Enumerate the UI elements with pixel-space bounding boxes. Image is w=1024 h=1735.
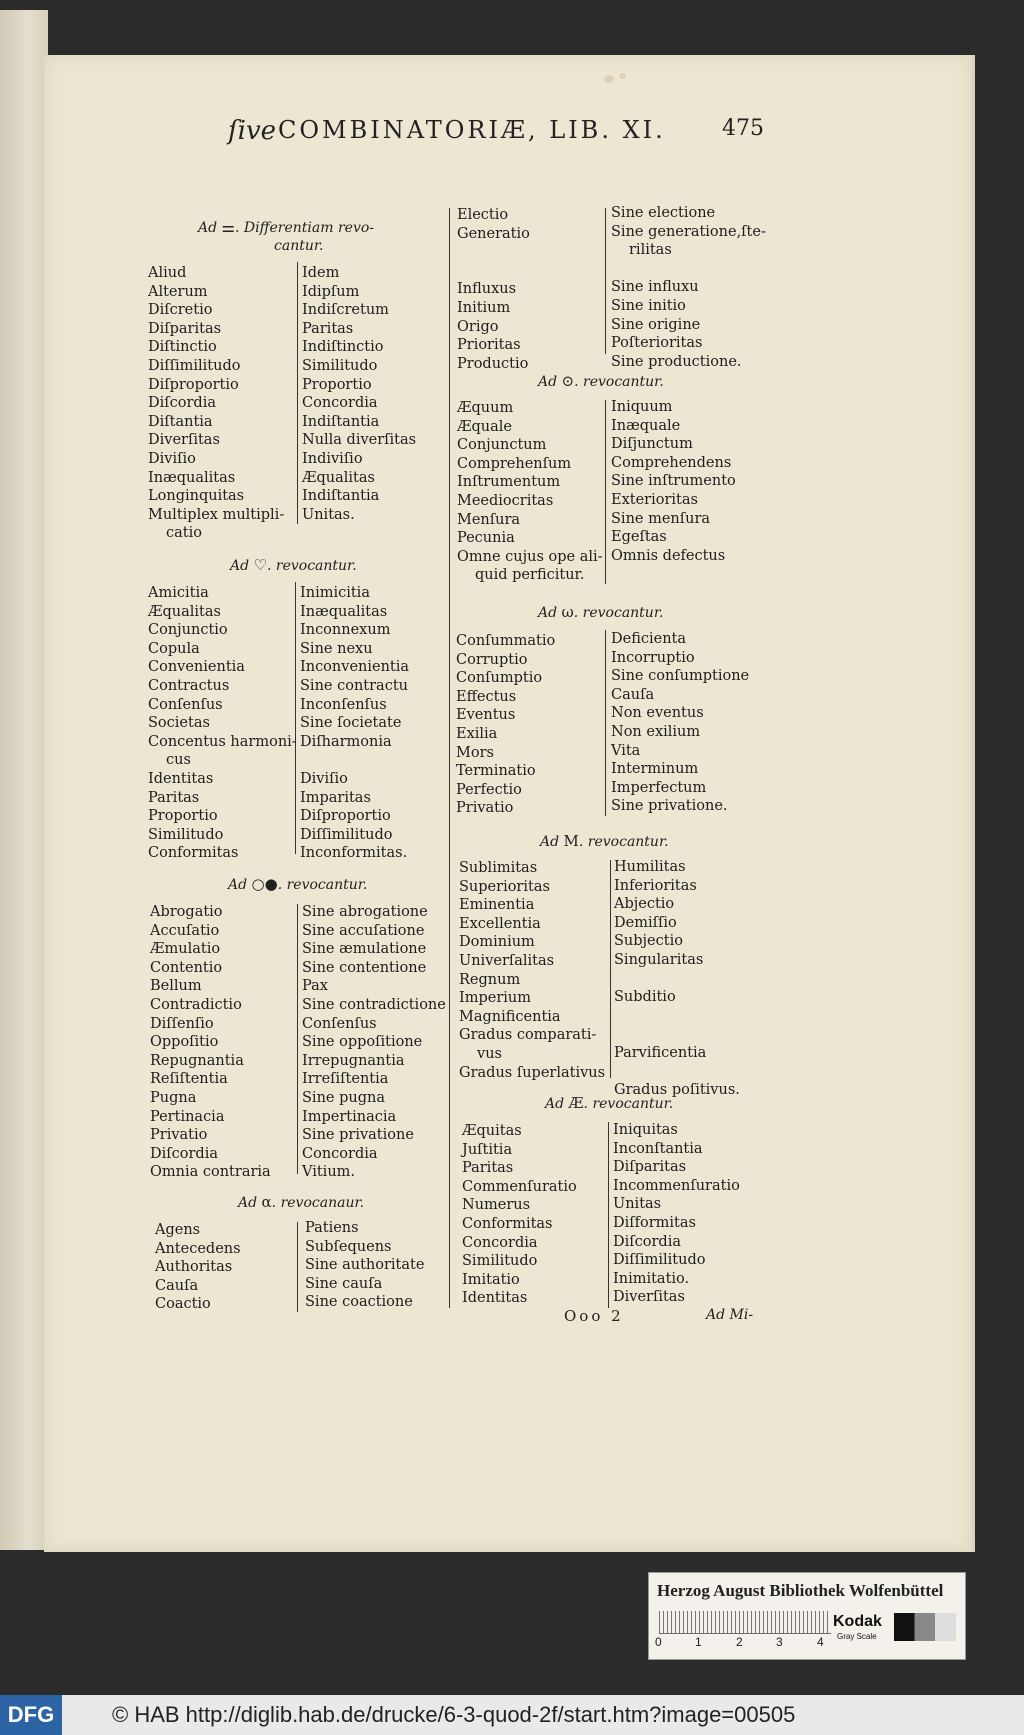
list-item: Exterioritas — [611, 491, 698, 508]
list-item: Sine oppoſitione — [302, 1034, 423, 1051]
left-column — [462, 1122, 577, 1308]
list-item: Menſura — [457, 511, 521, 528]
list-item: Concentus harmoni- — [148, 733, 297, 750]
right-column — [302, 903, 446, 1182]
list-item: Excellentia — [459, 915, 541, 932]
section-title: Ad M. revocantur. — [540, 832, 669, 850]
list-item: Indiſtinctio — [302, 339, 384, 356]
list-item: Sublimitas — [459, 860, 538, 876]
list-item: Pax — [302, 978, 328, 995]
list-item: Æquitas — [462, 1123, 522, 1139]
list-item: Inſtrumentum — [457, 474, 561, 491]
right-column — [302, 264, 416, 524]
list-item: Pertinacia — [150, 1108, 225, 1125]
list-item: Omne cujus ope ali- — [457, 548, 603, 565]
left-column — [150, 903, 271, 1182]
list-item: Prioritas — [457, 337, 521, 354]
section-title-cont: cantur. — [274, 238, 324, 254]
list-item: Electio — [457, 207, 509, 223]
list-item: cus — [166, 752, 191, 769]
list-item: Inconnexum — [300, 622, 391, 639]
list-item: Regnum — [459, 971, 521, 988]
list-item: Concordia — [302, 1145, 378, 1162]
list-item: Sine contentione — [302, 959, 427, 976]
list-item: Conformitas — [148, 845, 239, 862]
library-name: Herzog August Bibliothek Wolfenbüttel — [657, 1581, 944, 1600]
list-item: Diſſimilitudo — [300, 826, 393, 843]
list-item: Dominium — [459, 934, 535, 951]
library-color-card — [648, 1572, 966, 1660]
list-item: Æqualitas — [148, 603, 221, 620]
list-item: Sine pugna — [302, 1089, 385, 1106]
ruler-number: 2 — [736, 1635, 743, 1649]
list-item: Effectus — [456, 688, 517, 705]
list-item: Eventus — [456, 707, 516, 724]
list-item: Inconſtantia — [613, 1140, 703, 1157]
list-item: Inferioritas — [614, 877, 697, 894]
list-item: Imperfectum — [611, 779, 707, 796]
list-item: Diſjunctum — [611, 436, 693, 453]
divider-s5 — [605, 208, 606, 354]
left-column — [155, 1221, 241, 1314]
list-item: Diſparitas — [148, 320, 222, 337]
list-item: Iniquitas — [613, 1122, 678, 1138]
section-title: Ad α. revocanaur. — [238, 1193, 365, 1211]
list-item: Sine nexu — [300, 640, 373, 657]
list-item — [614, 1025, 740, 1044]
list-item: Subditio — [614, 989, 676, 1006]
list-item: Similitudo — [148, 826, 224, 843]
list-item: Vitium. — [302, 1164, 356, 1181]
ruler-number: 1 — [695, 1635, 702, 1649]
list-item: Gradus ſuperlativus — [459, 1064, 606, 1081]
dfg-logo[interactable]: DFG — [0, 1695, 62, 1735]
list-item — [614, 1063, 740, 1082]
list-item: Inimitatio. — [613, 1270, 690, 1287]
list-item: Gradus comparati- — [459, 1027, 597, 1044]
list-item: Terminatio — [456, 763, 536, 780]
list-item: Reſiſtentia — [150, 1071, 228, 1088]
section-title: Ad ⚌. Differentiam revo- — [198, 218, 375, 236]
right-column — [305, 1219, 424, 1312]
list-item: Sine influxu — [611, 279, 699, 296]
list-item: Diviſio — [300, 770, 348, 787]
right-column — [611, 204, 766, 371]
list-item: Demiſſio — [614, 914, 677, 931]
list-item: Authoritas — [155, 1259, 233, 1276]
list-item: Sine electione — [611, 205, 716, 221]
divider-s8 — [610, 860, 611, 1078]
list-item — [457, 262, 530, 281]
list-item: Agens — [155, 1222, 201, 1238]
list-item: Inæqualitas — [300, 603, 388, 620]
list-item: Diſcretio — [148, 302, 213, 319]
list-item: Sine generatione,ſte- — [611, 223, 766, 240]
list-item: Unitas — [613, 1196, 662, 1213]
list-item: Diſtantia — [148, 413, 213, 430]
list-item: quid perficitur. — [475, 567, 585, 584]
list-item: Proportio — [148, 808, 218, 825]
list-item: Sine accuſatione — [302, 922, 425, 939]
list-item: Diſſimilitudo — [148, 357, 241, 374]
divider-s1 — [297, 262, 298, 524]
list-item: Irrepugnantia — [302, 1052, 405, 1069]
list-item: Inæqualitas — [148, 469, 236, 486]
list-item: Diſſimilitudo — [613, 1252, 706, 1269]
left-column — [148, 584, 297, 863]
list-item: Æquum — [457, 400, 514, 416]
list-item — [614, 1007, 740, 1026]
list-item: Interminum — [611, 761, 699, 778]
list-item: Conjunctio — [148, 622, 228, 639]
list-item: Inconvenientia — [300, 659, 410, 676]
list-item: Conformitas — [462, 1215, 553, 1232]
divider-s6 — [605, 400, 606, 584]
signature-mark: Ooo 2 — [564, 1307, 624, 1325]
list-item — [614, 970, 740, 989]
list-item: Sine contradictione — [302, 996, 446, 1013]
list-item: Cauſa — [611, 686, 655, 703]
list-item: Meediocritas — [457, 492, 554, 509]
list-item: Sine ſocietate — [300, 715, 402, 732]
list-item: Comprehenſum — [457, 455, 572, 472]
left-column — [457, 399, 603, 585]
list-item: Sine contractu — [300, 677, 408, 694]
list-item: Paritas — [148, 789, 200, 806]
list-item: Antecedens — [155, 1240, 241, 1257]
list-item: Eminentia — [459, 897, 535, 914]
list-item: Sine æmulatione — [302, 941, 427, 958]
right-column — [614, 858, 740, 1100]
paper-stain — [619, 73, 626, 79]
gray-scale-patches — [894, 1613, 956, 1641]
list-item: Magnificentia — [459, 1008, 561, 1025]
list-item: Impertinacia — [302, 1108, 397, 1125]
list-item: Sine origine — [611, 316, 701, 333]
list-item: Convenientia — [148, 659, 245, 676]
list-item: Æmulatio — [150, 941, 221, 958]
list-item: Superioritas — [459, 878, 550, 895]
list-item: Omnis defectus — [611, 547, 726, 564]
list-item: Exilia — [456, 725, 498, 742]
list-item: Diſſenſio — [150, 1015, 214, 1032]
list-item: Conſummatio — [456, 633, 556, 649]
list-item: Sine abrogatione — [302, 904, 428, 920]
list-item: Alterum — [148, 283, 208, 300]
list-item: Origo — [457, 318, 499, 335]
section-title: Ad ○●. revocantur. — [228, 875, 368, 893]
left-column — [459, 859, 605, 1082]
list-item: Diverſitas — [613, 1289, 685, 1306]
list-item: Sine inſtrumento — [611, 473, 736, 490]
list-item: Deficienta — [611, 631, 687, 647]
list-item: Comprehendens — [611, 454, 732, 471]
list-item: Commenſuratio — [462, 1178, 577, 1195]
list-item — [611, 260, 766, 279]
viewer-footer-bar — [0, 1695, 1024, 1735]
list-item: Concordia — [302, 395, 378, 412]
list-item: Indiſcretum — [302, 302, 389, 319]
list-item: Aliud — [148, 265, 187, 281]
list-item: Paritas — [462, 1160, 514, 1177]
list-item: Corruptio — [456, 651, 528, 668]
list-item: Initium — [457, 299, 511, 316]
center-column-rule — [449, 208, 450, 1308]
list-item: Æqualitas — [302, 469, 375, 486]
divider-s3 — [297, 904, 298, 1174]
list-item: Sine privatione. — [611, 798, 728, 815]
list-item: Copula — [148, 640, 200, 657]
kodak-logo: Kodak — [833, 1613, 882, 1630]
list-item: Pugna — [150, 1089, 197, 1106]
list-item: Abjectio — [614, 896, 675, 913]
facing-page-edge — [0, 10, 48, 1550]
list-item: Identitas — [148, 770, 214, 787]
list-item: Diviſio — [148, 450, 196, 467]
list-item: Sine cauſa — [305, 1275, 383, 1292]
running-header — [228, 112, 764, 152]
list-item: Numerus — [462, 1197, 531, 1214]
list-item: Juſtitia — [462, 1141, 513, 1158]
divider-s4 — [297, 1222, 298, 1312]
list-item: Sine productione. — [611, 353, 742, 370]
left-column — [456, 632, 555, 818]
list-item: Egeſtas — [611, 529, 667, 546]
list-item: Accuſatio — [150, 922, 220, 939]
list-item: Inæquale — [611, 417, 681, 434]
list-item: Incommenſuratio — [613, 1177, 740, 1194]
header-sive: ſive — [228, 116, 277, 146]
list-item: Incorruptio — [611, 649, 695, 666]
list-item: Longinquitas — [148, 488, 245, 505]
paper-stain — [604, 75, 614, 83]
left-column — [457, 206, 530, 373]
list-item: Singularitas — [614, 951, 704, 968]
right-column — [300, 584, 409, 863]
right-column — [611, 630, 749, 816]
list-item: Diſproportio — [300, 808, 391, 825]
list-item — [300, 751, 409, 770]
header-title: COMBINATORIÆ, LIB. XI. — [278, 116, 666, 144]
section-title: Ad ω. revocantur. — [538, 603, 664, 621]
list-item: Vita — [611, 742, 641, 759]
list-item: rilitas — [629, 242, 672, 259]
list-item: Generatio — [457, 225, 530, 242]
copyright-link[interactable]: © HAB http://diglib.hab.de/drucke/6-3-quod-2f/start.htm?image=00505 — [112, 1702, 796, 1727]
list-item: Influxus — [457, 281, 517, 298]
list-item: Gradus poſitivus. — [614, 1082, 740, 1099]
list-item: Unitas. — [302, 506, 355, 523]
list-item: Nulla diverſitas — [302, 432, 417, 449]
list-item: vus — [477, 1045, 502, 1062]
list-item: Parvificentia — [614, 1044, 707, 1061]
kodak-subtitle: Gray Scale — [837, 1632, 877, 1641]
list-item: Proportio — [302, 376, 372, 393]
list-item: Oppoſitio — [150, 1034, 219, 1051]
list-item: Coactio — [155, 1296, 211, 1313]
list-item: Omnia contraria — [150, 1164, 271, 1181]
list-item: Mors — [456, 744, 494, 761]
list-item: Diſcordia — [148, 395, 216, 412]
list-item: Diſtinctio — [148, 339, 217, 356]
catchword: Ad Mi- — [706, 1307, 754, 1323]
divider-s9 — [608, 1122, 609, 1308]
list-item: Diſharmonia — [300, 733, 392, 750]
list-item: Sine authoritate — [305, 1257, 425, 1274]
list-item: Indiviſio — [302, 450, 363, 467]
list-item: Inimicitia — [300, 585, 370, 601]
section-title: Ad ⊙. revocantur. — [538, 372, 664, 390]
list-item: Paritas — [302, 320, 354, 337]
section-title: Ad ♡. revocantur. — [230, 556, 357, 574]
list-item: Univerſalitas — [459, 952, 555, 969]
left-column — [148, 264, 284, 543]
list-item: Subſequens — [305, 1238, 392, 1255]
list-item: Societas — [148, 715, 210, 732]
list-item: Sine initio — [611, 297, 686, 314]
list-item: Concordia — [462, 1234, 538, 1251]
right-column — [611, 398, 736, 565]
list-item: Contradictio — [150, 996, 242, 1013]
list-item: Indiſtantia — [302, 488, 380, 505]
section-title: Ad Æ. revocantur. — [545, 1094, 674, 1112]
list-item: Imperium — [459, 990, 531, 1007]
list-item: Identitas — [462, 1290, 528, 1307]
list-item: Conjunctum — [457, 437, 547, 454]
list-item: Contentio — [150, 959, 223, 976]
list-item: Repugnantia — [150, 1052, 244, 1069]
list-item: Iniquum — [611, 399, 673, 415]
list-item: Diſcordia — [613, 1233, 681, 1250]
ruler-number: 4 — [817, 1635, 824, 1649]
list-item: Sine privatione — [302, 1127, 414, 1144]
list-item: Imparitas — [300, 789, 371, 806]
list-item: Conſumptio — [456, 670, 543, 687]
list-item: Multiplex multipli- — [148, 506, 285, 523]
list-item — [457, 243, 530, 262]
list-item: Sine menſura — [611, 510, 711, 527]
list-item: Similitudo — [462, 1253, 538, 1270]
list-item: catio — [166, 525, 202, 542]
list-item: Irreſiſtentia — [302, 1071, 389, 1088]
list-item: Conſenſus — [302, 1015, 377, 1032]
divider-s7 — [605, 630, 606, 816]
list-item: Productio — [457, 355, 529, 372]
list-item: Diſparitas — [613, 1159, 687, 1176]
list-item: Idem — [302, 265, 340, 281]
page-number: 475 — [722, 116, 764, 141]
list-item: Contractus — [148, 677, 230, 694]
list-item: Subjectio — [614, 933, 683, 950]
list-item: Pecunia — [457, 530, 515, 547]
list-item: Idipſum — [302, 283, 360, 300]
list-item: Non exilium — [611, 723, 701, 740]
list-item: Inconſenſus — [300, 696, 387, 713]
list-item: Cauſa — [155, 1277, 199, 1294]
list-item: Patiens — [305, 1220, 359, 1236]
scale-ruler — [659, 1611, 831, 1634]
list-item: Privatio — [456, 800, 514, 817]
list-item: Non eventus — [611, 705, 704, 722]
ruler-number: 0 — [655, 1635, 662, 1649]
list-item: Humilitas — [614, 859, 686, 875]
list-item: Amicitia — [148, 585, 209, 601]
list-item: Inconformitas. — [300, 845, 408, 862]
list-item: Poſterioritas — [611, 335, 703, 352]
right-column — [613, 1121, 740, 1307]
list-item: Æquale — [457, 418, 512, 435]
list-item: Diſproportio — [148, 376, 239, 393]
list-item: Diſformitas — [613, 1214, 696, 1231]
list-item: Diverſitas — [148, 432, 220, 449]
list-item: Diſcordia — [150, 1145, 218, 1162]
list-item: Abrogatio — [150, 904, 223, 920]
list-item: Similitudo — [302, 357, 378, 374]
list-item: Imitatio — [462, 1271, 520, 1288]
ruler-number: 3 — [776, 1635, 783, 1649]
list-item: Indiſtantia — [302, 413, 380, 430]
list-item: Privatio — [150, 1127, 208, 1144]
list-item: Perfectio — [456, 781, 522, 798]
list-item: Bellum — [150, 978, 202, 995]
list-item: Conſenſus — [148, 696, 223, 713]
list-item: Sine conſumptione — [611, 668, 750, 685]
list-item: Sine coactione — [305, 1294, 413, 1311]
